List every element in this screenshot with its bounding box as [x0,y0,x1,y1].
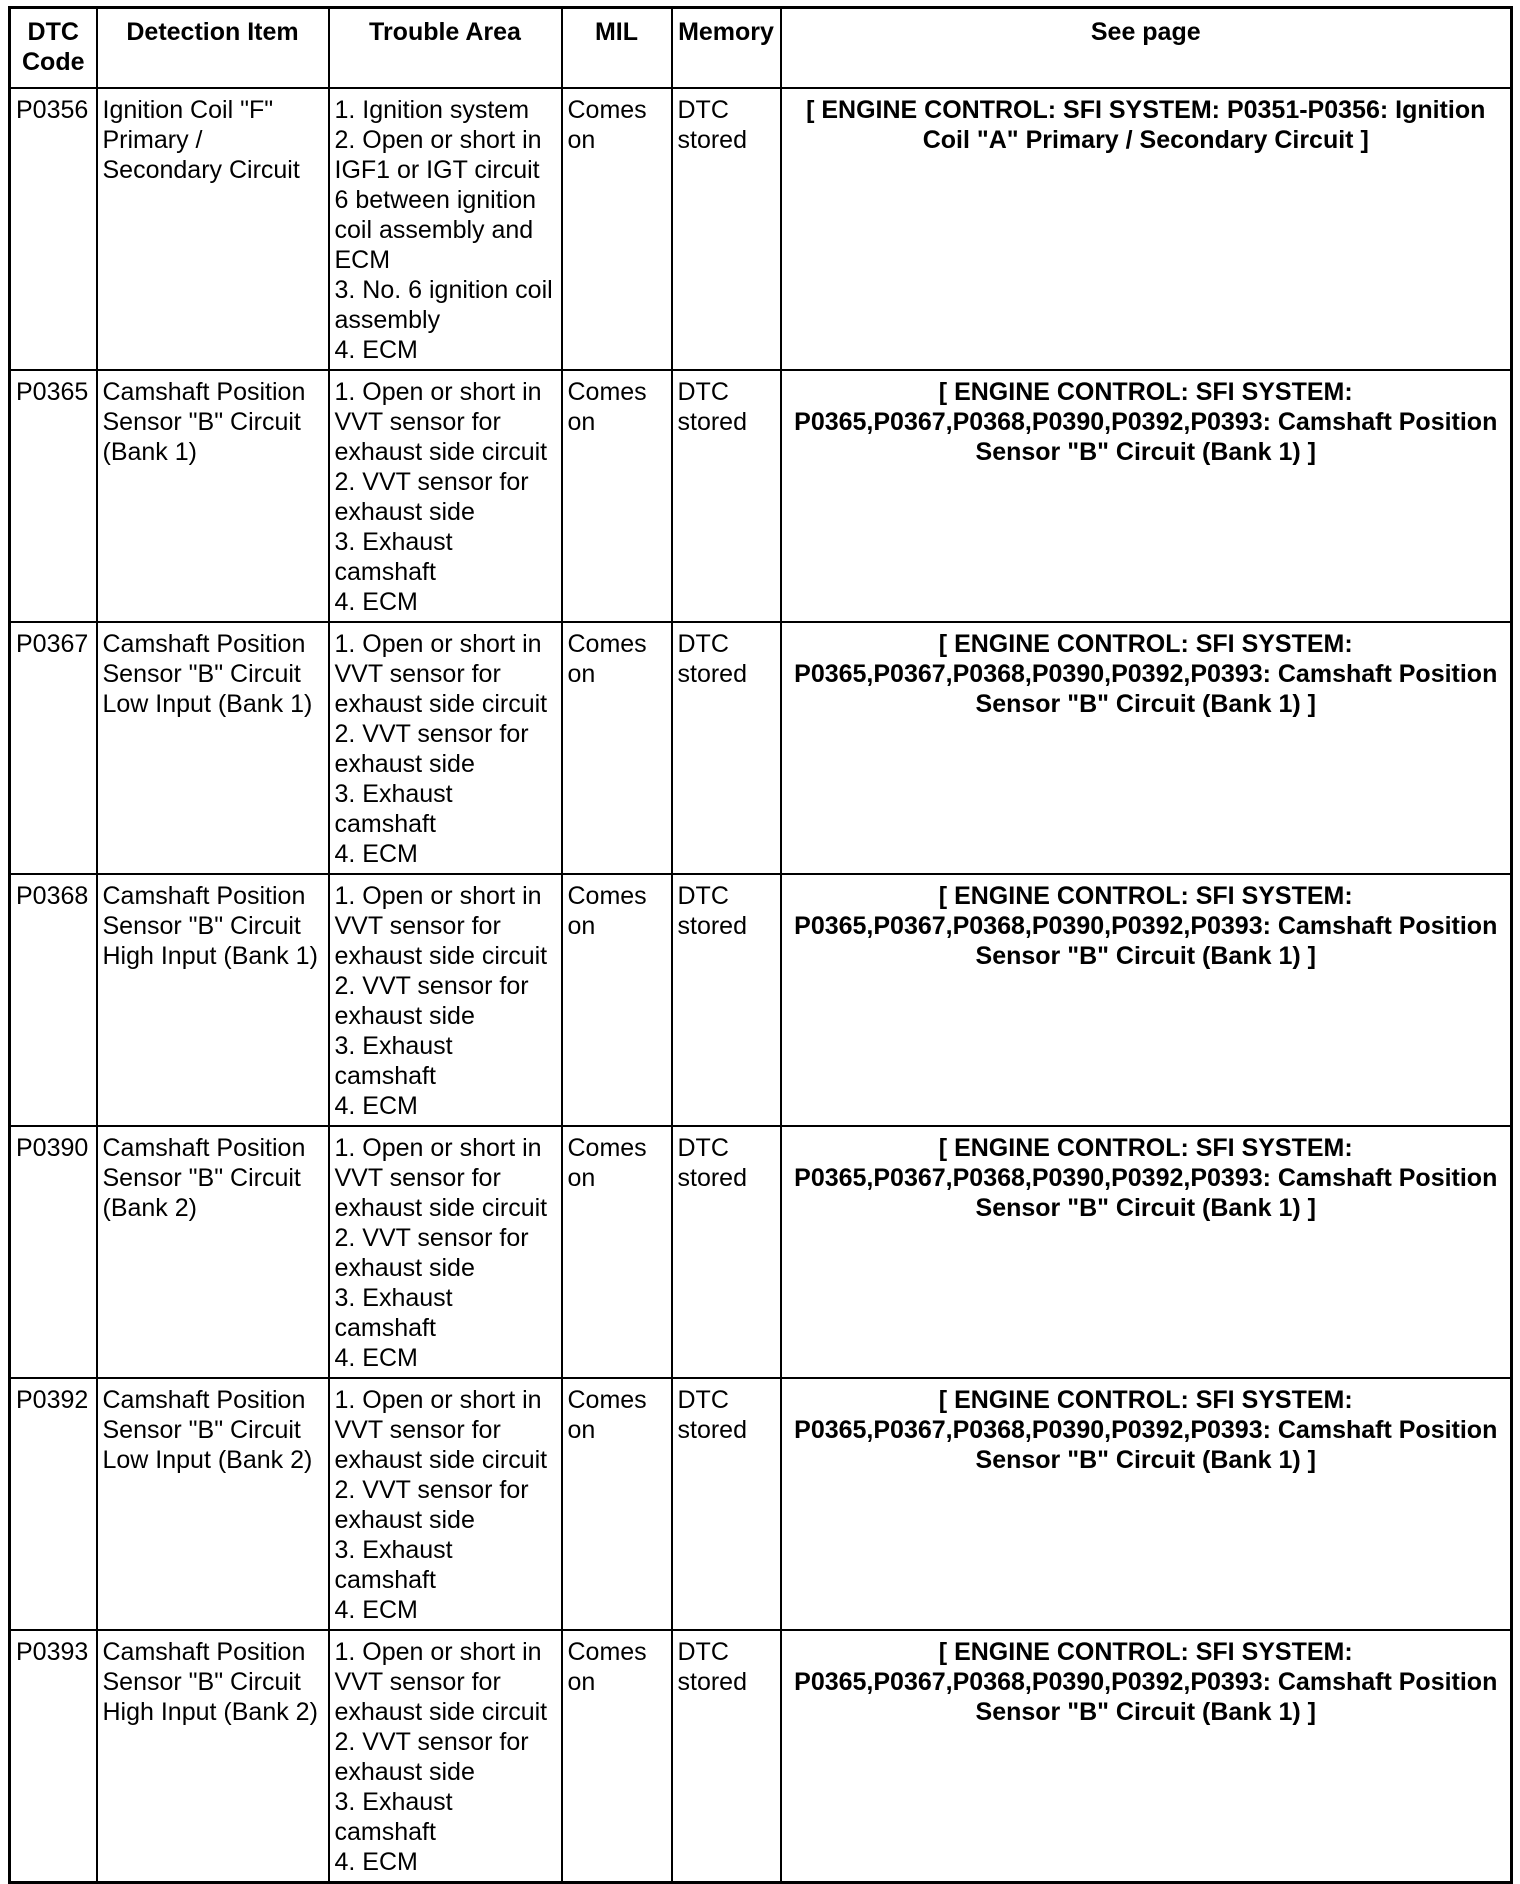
trouble-area-item: 2. VVT sensor for exhaust side [334,1476,529,1534]
dtc-code-cell: P0390 [10,1126,97,1378]
dtc-code-cell: P0392 [10,1378,97,1630]
table-row [10,1378,1512,1630]
memory-cell: DTC stored [672,1126,781,1378]
dtc-code-cell: P0367 [10,622,97,874]
trouble-area-item: 1. Open or short in VVT sensor for exhaust side circuit [334,630,548,718]
header-memory: Memory [672,8,781,89]
table-row [10,622,1512,874]
trouble-area-item: 3. Exhaust camshaft [334,1284,453,1342]
table-row [10,1126,1512,1378]
header-row [10,8,1512,89]
detection-item-cell: Ignition Coil "F" Primary / Secondary Circuit [97,88,329,370]
trouble-area-cell [329,88,562,370]
memory-cell: DTC stored [672,1630,781,1882]
trouble-area-item: 1. Open or short in VVT sensor for exhaust side circuit [334,882,548,970]
trouble-area-item: 3. Exhaust camshaft [334,780,453,838]
see-page-link[interactable]: [ ENGINE CONTROL: SFI SYSTEM: P0365,P0367,P0368,P0390,P0392,P0393: Camshaft Position Sensor "B" Circuit (Bank 1) ] [781,370,1512,622]
trouble-area-item: 1. Open or short in VVT sensor for exhaust side circuit [334,378,548,466]
header-dtc-code [10,8,97,89]
trouble-area-item: 3. Exhaust camshaft [334,1032,453,1090]
trouble-area-item: 2. VVT sensor for exhaust side [334,1728,529,1786]
dtc-code-cell: P0356 [10,88,97,370]
trouble-area-cell [329,1630,562,1882]
trouble-area-item: 1. Ignition system [334,96,530,124]
mil-cell: Comes on [562,1126,672,1378]
memory-cell: DTC stored [672,88,781,370]
table-row [10,1630,1512,1882]
mil-cell: Comes on [562,622,672,874]
detection-item-cell: Camshaft Position Sensor "B" Circuit High Input (Bank 1) [97,874,329,1126]
trouble-area-item: 2. VVT sensor for exhaust side [334,720,529,778]
see-page-link[interactable]: [ ENGINE CONTROL: SFI SYSTEM: P0365,P0367,P0368,P0390,P0392,P0393: Camshaft Position Sensor "B" Circuit (Bank 1) ] [781,1630,1512,1882]
table-row [10,370,1512,622]
trouble-area-item: 4. ECM [334,1092,418,1120]
header-see-page: See page [781,8,1512,89]
see-page-link[interactable]: [ ENGINE CONTROL: SFI SYSTEM: P0351-P0356: Ignition Coil "A" Primary / Secondary Circuit ] [781,88,1512,370]
dtc-code-cell: P0365 [10,370,97,622]
trouble-area-item: 4. ECM [334,1848,418,1876]
dtc-code-cell: P0368 [10,874,97,1126]
header-mil: MIL [562,8,672,89]
detection-item-cell: Camshaft Position Sensor "B" Circuit (Bank 1) [97,370,329,622]
trouble-area-cell [329,1378,562,1630]
memory-cell: DTC stored [672,622,781,874]
trouble-area-cell [329,874,562,1126]
trouble-area-cell [329,370,562,622]
header-detection-item: Detection Item [97,8,329,89]
trouble-area-item: 4. ECM [334,588,418,616]
see-page-link[interactable]: [ ENGINE CONTROL: SFI SYSTEM: P0365,P0367,P0368,P0390,P0392,P0393: Camshaft Position Sensor "B" Circuit (Bank 1) ] [781,1126,1512,1378]
mil-cell: Comes on [562,874,672,1126]
trouble-area-item: 1. Open or short in VVT sensor for exhaust side circuit [334,1134,548,1222]
see-page-link[interactable]: [ ENGINE CONTROL: SFI SYSTEM: P0365,P0367,P0368,P0390,P0392,P0393: Camshaft Position Sensor "B" Circuit (Bank 1) ] [781,1378,1512,1630]
trouble-area-cell [329,1126,562,1378]
mil-cell: Comes on [562,1630,672,1882]
detection-item-cell: Camshaft Position Sensor "B" Circuit Low Input (Bank 2) [97,1378,329,1630]
trouble-area-item: 2. Open or short in IGF1 or IGT circuit 6 between ignition coil assembly and ECM [334,126,542,274]
detection-item-cell: Camshaft Position Sensor "B" Circuit High Input (Bank 2) [97,1630,329,1882]
header-dtc-code-line1: DTC [27,18,79,46]
dtc-table [8,6,1513,1884]
mil-cell: Comes on [562,88,672,370]
trouble-area-item: 2. VVT sensor for exhaust side [334,972,529,1030]
detection-item-cell: Camshaft Position Sensor "B" Circuit Low Input (Bank 1) [97,622,329,874]
memory-cell: DTC stored [672,370,781,622]
trouble-area-cell [329,622,562,874]
header-dtc-code-line2: Code [22,48,85,76]
trouble-area-item: 3. Exhaust camshaft [334,1536,453,1594]
trouble-area-item: 4. ECM [334,840,418,868]
trouble-area-item: 3. No. 6 ignition coil assembly [334,276,553,334]
trouble-area-item: 4. ECM [334,1596,418,1624]
trouble-area-item: 3. Exhaust camshaft [334,1788,453,1846]
memory-cell: DTC stored [672,1378,781,1630]
see-page-link[interactable]: [ ENGINE CONTROL: SFI SYSTEM: P0365,P0367,P0368,P0390,P0392,P0393: Camshaft Position Sensor "B" Circuit (Bank 1) ] [781,622,1512,874]
detection-item-cell: Camshaft Position Sensor "B" Circuit (Bank 2) [97,1126,329,1378]
memory-cell: DTC stored [672,874,781,1126]
trouble-area-item: 2. VVT sensor for exhaust side [334,1224,529,1282]
trouble-area-item: 4. ECM [334,336,418,364]
trouble-area-item: 1. Open or short in VVT sensor for exhaust side circuit [334,1386,548,1474]
header-trouble-area: Trouble Area [329,8,562,89]
table-row [10,874,1512,1126]
mil-cell: Comes on [562,1378,672,1630]
trouble-area-item: 4. ECM [334,1344,418,1372]
dtc-code-cell: P0393 [10,1630,97,1882]
trouble-area-item: 1. Open or short in VVT sensor for exhaust side circuit [334,1638,548,1726]
table-row [10,88,1512,370]
trouble-area-item: 3. Exhaust camshaft [334,528,453,586]
mil-cell: Comes on [562,370,672,622]
see-page-link[interactable]: [ ENGINE CONTROL: SFI SYSTEM: P0365,P0367,P0368,P0390,P0392,P0393: Camshaft Position Sensor "B" Circuit (Bank 1) ] [781,874,1512,1126]
trouble-area-item: 2. VVT sensor for exhaust side [334,468,529,526]
